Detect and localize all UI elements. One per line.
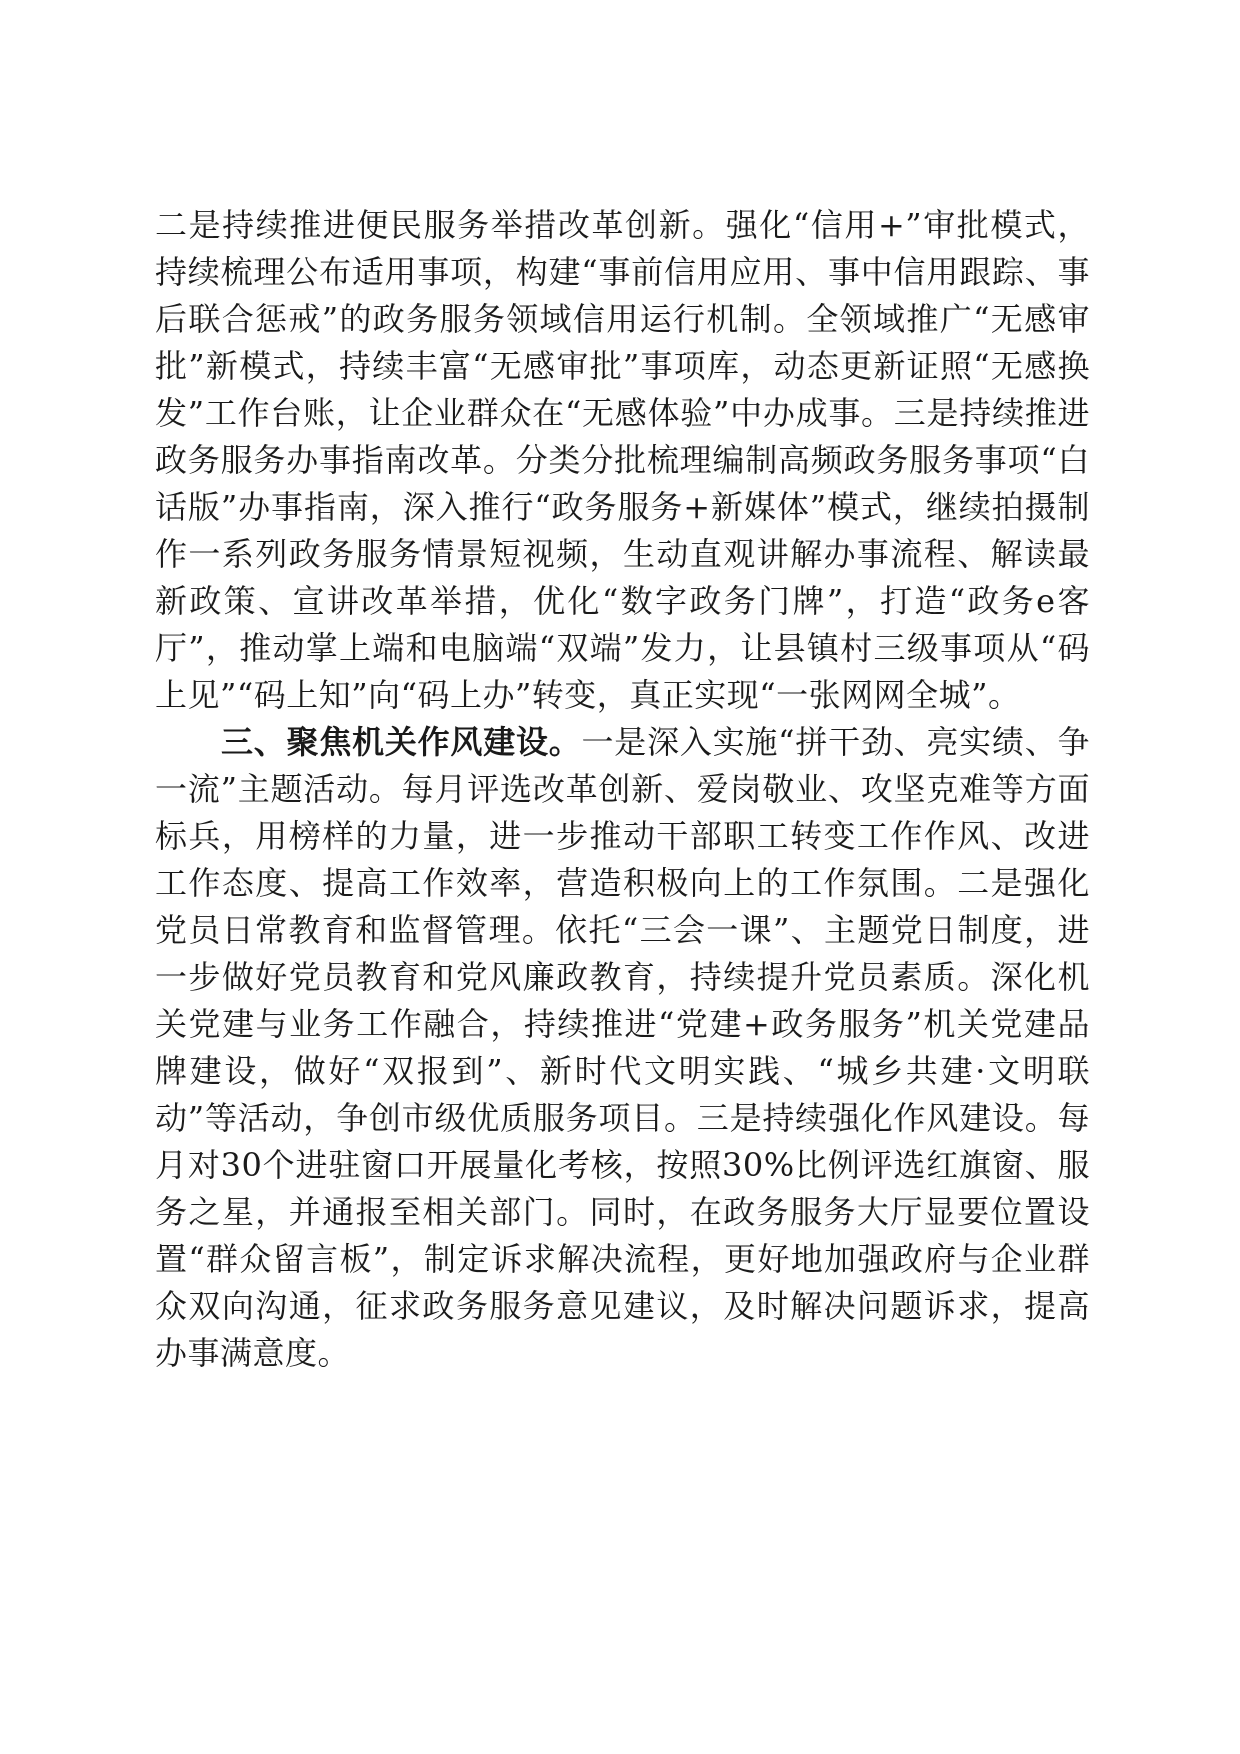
paragraph-text: 二是持续推进便民服务举措改革创新。强化“信用+”审批模式，持续梳理公布适用事项，构建“事前信用应用、事中信用跟踪、事后联合惩戒”的政务服务领域信用运行机制。全领域推广“无感审批”新模式，持续丰富“无感审批”事项库，动态更新证照“无感换发”工作台账，让企业群众在“无感体验”中办成事。三是持续推进政务服务办事指南改革。分类分批梳理编制高频政务服务事项“白话版”办事指南，深入推行“政务服务+新媒体”模式，继续拍摄制作一系列政务服务情景短视频，生动直观讲解办事流程、解读最新政策、宣讲改革举措，优化“数字政务门牌”，打造“政务e客厅”，推动掌上端和电脑端“双端”发力，让县镇村三级事项从“码上见”“码上知”向“码上办”转变，真正实现“一张网网全城”。	[155, 206, 1090, 714]
section-heading: 三、聚焦机关作风建设。	[221, 723, 582, 761]
paragraph-service-reform	[155, 202, 1090, 719]
document-body	[155, 202, 1090, 1377]
paragraph-text: 一是深入实施“拼干劲、亮实绩、争一流”主题活动。每月评选改革创新、爱岗敬业、攻坚克难等方面标兵，用榜样的力量，进一步推动干部职工转变工作作风、改进工作态度、提高工作效率，营造积极向上的工作氛围。二是强化党员日常教育和监督管理。依托“三会一课”、主题党日制度，进一步做好党员教育和党风廉政教育，持续提升党员素质。深化机关党建与业务工作融合，持续推进“党建+政务服务”机关党建品牌建设，做好“双报到”、新时代文明实践、“城乡共建·文明联动”等活动，争创市级优质服务项目。三是持续强化作风建设。每月对30个进驻窗口开展量化考核，按照30%比例评选红旗窗、服务之星，并通报至相关部门。同时，在政务服务大厅显要位置设置“群众留言板”，制定诉求解决流程，更好地加强政府与企业群众双向沟通，征求政务服务意见建议，及时解决问题诉求，提高办事满意度。	[155, 723, 1090, 1372]
paragraph-work-style	[155, 719, 1090, 1377]
